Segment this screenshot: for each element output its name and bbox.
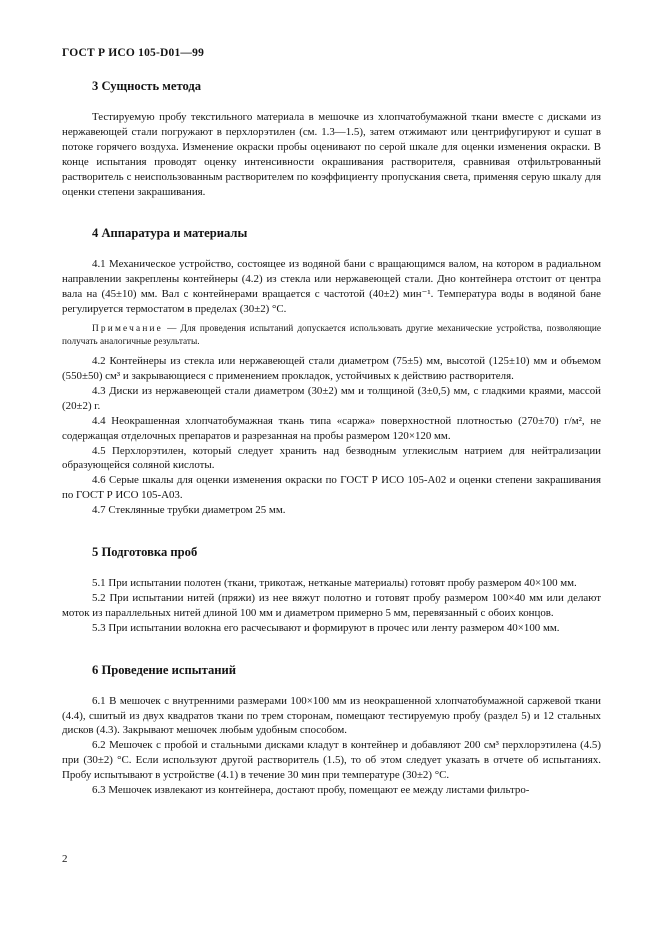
page-content bbox=[62, 70, 601, 798]
note-paragraph bbox=[62, 323, 601, 348]
section-3-paragraph: Тестируемую пробу текстильного материала в мешочке из хлопчатобумажной ткани вместе с дисками из нержавеющей стали погружают в перхлорэтилен (см. 1.3—1.5), затем отжимают или центрифугируют и сушат в потоке горячего воздуха. Изменение окраски пробы оценивают по серой шкале для оценки изменения окраски. В конце испытания проводят оценку интенсивности окрашивания растворителя, сравнивая отфильтрованный растворитель с неиспользованным растворителем по коэффициенту пропускания света, применяя серую шкалу для оценки степени закрашивания. bbox=[62, 111, 601, 198]
section-5-heading: 5 Подготовка проб bbox=[92, 545, 198, 560]
paragraph-5-2: 5.2 При испытании нитей (пряжи) из нее вяжут полотно и готовят пробу размером 100×40 мм или делают моток из параллельных нитей длиной 100 мм и диаметром примерно 5 мм, перевязанный с обоих концов. bbox=[62, 591, 601, 619]
paragraph-6-3: 6.3 Мешочек извлекают из контейнера, достают пробу, помещают ее между листами фильтро- bbox=[92, 784, 530, 797]
section-3-heading: 3 Сущность метода bbox=[92, 79, 202, 93]
paragraph-4-1: 4.1 Механическое устройство, состоящее из водяной бани с вращающимся валом, на котором в радиальном направлении закреплены контейнеры (4.2) из стекла или нержавеющей стали. Дно контейнера отстоит от центра вала на (45±10) мм. Вал с контейнерами вращается с частотой (40±2) мин⁻¹. Температура воды в водяной бане регулируется термостатом в пределах (30±2) °С. bbox=[62, 258, 601, 316]
paragraph-4-2: 4.2 Контейнеры из стекла или нержавеющей стали диаметром (75±5) мм, высотой (125±10) мм и объемом (550±50) см³ и закрывающиеся с применением прокладок, устойчивых к действию растворителя. bbox=[62, 355, 601, 382]
page-number: 2 bbox=[62, 853, 68, 865]
note-label: Примечание bbox=[92, 324, 163, 335]
paragraph-6-1: 6.1 В мешочек с внутренними размерами 100×100 мм из неокрашенной хлопчатобумажной саржевой ткани (4.4), сшитый из двух квадратов ткани по трем сторонам, помещают тестируемую пробу (раздел 5) и 12 стальных дисков (4.3). Закрывают мешочек любым удобным способом. bbox=[62, 694, 601, 737]
paragraph-6-2: 6.2 Мешочек с пробой и стальными дисками кладут в контейнер и добавляют 200 см³ перхлорэтилена (4.5) при (30±2) °С. Если используют другой растворитель (1.5), то об этом следует указать в отчете об испытаниях. Пробу испытывают в устройстве (4.1) в течение 30 мин при температуре (30±2) °С. bbox=[62, 739, 601, 782]
paragraph-4-6: 4.6 Серые шкалы для оценки изменения окраски по ГОСТ Р ИСО 105-А02 и оценки степени закрашивания по ГОСТ Р ИСО 105-А03. bbox=[62, 474, 601, 502]
paragraph-5-3: 5.3 При испытании волокна его расчесывают и формируют в прочес или ленту размером 40×100 мм. bbox=[92, 621, 560, 634]
paragraph-4-3: 4.3 Диски из нержавеющей стали диаметром (30±2) мм и толщиной (3±0,5) мм, с гладкими краями, массой (20±2) г. bbox=[62, 384, 601, 412]
paragraph-4-4: 4.4 Неокрашенная хлопчатобумажная ткань типа «саржа» поверхностной плотностью (270±70) г/м², не содержащая отделочных препаратов и разрезанная на пробы размером 120×120 мм. bbox=[62, 414, 601, 442]
paragraph-5-1: 5.1 При испытании полотен (ткани, трикотаж, нетканые материалы) готовят пробу размером 40×100 мм. bbox=[92, 577, 577, 590]
note-text: — Для проведения испытаний допускается использовать другие механические устройства, позволяющие получать аналогичные результаты. bbox=[62, 324, 601, 347]
section-4-heading: 4 Аппаратура и материалы bbox=[92, 226, 248, 241]
paragraph-4-5: 4.5 Перхлорэтилен, который следует хранить над безводным углекислым натрием для нейтрализации образующейся соляной кислоты. bbox=[62, 444, 601, 472]
paragraph-4-7: 4.7 Стеклянные трубки диаметром 25 мм. bbox=[92, 504, 286, 517]
running-head: ГОСТ Р ИСО 105-D01—99 bbox=[62, 47, 205, 59]
section-6-heading: 6 Проведение испытаний bbox=[92, 662, 237, 677]
